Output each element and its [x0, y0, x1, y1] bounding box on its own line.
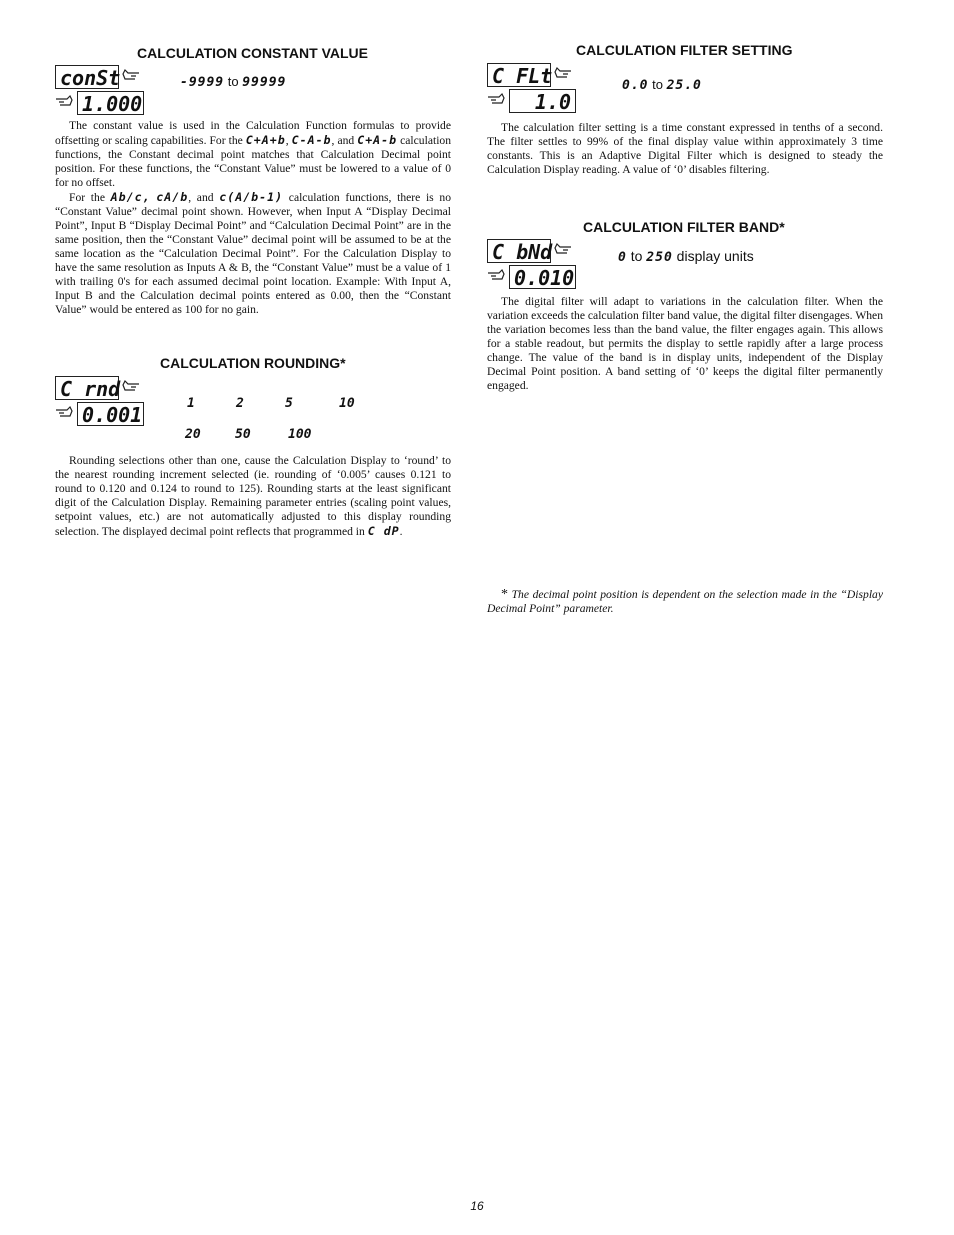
- band-range-max: 250: [646, 250, 673, 265]
- const-p2-text-b: calculation functions, there is no “Constant Value” decimal point shown. However, when Input A “Display Decimal Point”, Input B “Display Decimal Point” and “Calculation Decimal Point” are in the same position, then the “Constant Value” decimal point will be assumed to be at the same location as the “Calculation Decimal Point”. For the Calculation Display to have the same resolution as Inputs A & B, the “Constant Value” must be a value of 1 with trailing 0's for each assumed decimal point location. Example: With Input A, Input B and the Calculation decimal points entered as 0.00, then the “Constant Value” would be entered as 100 for no gain.: [55, 191, 451, 316]
- round-option: 10: [339, 396, 355, 411]
- round-heading: CALCULATION ROUNDING*: [160, 355, 346, 371]
- round-option: 5: [285, 396, 293, 411]
- const-display-bottom: 1.000: [77, 91, 144, 115]
- const-range-min: -9999: [180, 75, 225, 90]
- pointing-hand-left-icon: [122, 378, 140, 396]
- band-range: [618, 248, 754, 265]
- band-range-min: 0: [618, 250, 627, 265]
- filter-description: [487, 121, 883, 177]
- filter-display-bottom: 1.0: [509, 89, 576, 113]
- round-option: 2: [236, 396, 244, 411]
- func-code: C-A-b: [291, 133, 332, 147]
- func-code: C dP: [367, 524, 400, 538]
- filter-range-max: 25.0: [666, 78, 702, 93]
- const-paragraph-2: [55, 190, 451, 317]
- round-option: 20: [185, 427, 201, 442]
- band-description: [487, 295, 883, 393]
- filter-range-to: to: [652, 77, 663, 92]
- pointing-hand-left-icon: [122, 67, 140, 85]
- band-display-top: C bNd: [487, 239, 551, 263]
- separator: , and: [331, 134, 358, 147]
- page-number: 16: [470, 1199, 484, 1213]
- pointing-hand-right-icon: [487, 91, 505, 109]
- const-range-max: 99999: [242, 75, 287, 90]
- round-paragraph-1: [55, 454, 451, 539]
- const-p1-text-a: The constant value is used in the Calculation Function formulas to provide offsetting or scaling capabilities. For the: [55, 119, 451, 147]
- filter-range: [622, 77, 702, 93]
- round-display-bottom: 0.001: [77, 402, 144, 426]
- band-range-units: display units: [676, 248, 754, 264]
- band-paragraph-1: The digital filter will adapt to variations in the calculation filter. When the variation exceeds the calculation filter band value, the digital filter disengages. When the variation becomes less than the band value, the filter engages again. This allows for a stable readout, but permits the display to settle rapidly after a large process change. The value of the band is in display units, independent of the Display Decimal Point position. A band setting of ‘0’ keeps the digital filter permanently engaged.: [487, 295, 883, 392]
- round-display-top: C rnd: [55, 376, 119, 400]
- footnote: [487, 588, 883, 616]
- const-range: [180, 74, 286, 90]
- func-code: Ab/c,: [110, 190, 151, 204]
- footnote-star: *: [501, 587, 508, 602]
- filter-heading: CALCULATION FILTER SETTING: [576, 42, 793, 58]
- func-code: c(A/b-1): [219, 190, 284, 204]
- const-paragraph-1: [55, 119, 451, 190]
- pointing-hand-left-icon: [554, 65, 572, 83]
- func-code: cA/b: [156, 190, 189, 204]
- round-description: [55, 454, 451, 539]
- round-option: 100: [288, 427, 312, 442]
- const-display-top: conSt: [55, 65, 119, 89]
- round-p1-text-b: .: [399, 525, 403, 538]
- filter-paragraph-1: The calculation filter setting is a time constant expressed in tenths of a second. The filter settles to 99% of the final display value within approximately 3 time constants. This is an Adaptive Digital Filter which is designed to steady the Calculation Display reading. A value of ‘0’ disables filtering.: [487, 121, 883, 176]
- const-p1-text-b: calculation functions, the Constant decimal point matches that Calculation Decimal point position. For these functions, the “Constant Value” must be lowered to a value of 0 for no offset.: [55, 134, 452, 189]
- filter-range-min: 0.0: [622, 78, 649, 93]
- round-option: 50: [235, 427, 251, 442]
- round-option: 1: [187, 396, 195, 411]
- func-code: C+A+b: [245, 133, 286, 147]
- const-range-to: to: [227, 74, 239, 89]
- band-display-bottom: 0.010: [509, 265, 576, 289]
- const-heading: CALCULATION CONSTANT VALUE: [137, 45, 368, 61]
- pointing-hand-right-icon: [55, 404, 73, 422]
- filter-display-top: C FLt: [487, 63, 551, 87]
- band-range-to: to: [630, 248, 643, 264]
- const-description: [55, 119, 451, 317]
- pointing-hand-right-icon: [487, 267, 505, 285]
- pointing-hand-right-icon: [55, 93, 73, 111]
- separator: , and: [188, 191, 220, 204]
- const-p2-text-a: For the: [69, 191, 111, 204]
- band-heading: CALCULATION FILTER BAND*: [583, 219, 785, 235]
- round-p1-text-a: Rounding selections other than one, cause the Calculation Display to ‘round’ to the nearest rounding increment selected (ie. rounding of ‘0.005’ causes 0.121 to round to 0.120 and 0.124 to round to 125). Rounding starts at the least significant digit of the Calculation Display. Remaining parameter entries (scaling point values, setpoint values, etc.) are not automatically adjusted to this display rounding selection. The displayed decimal point reflects that programmed in: [55, 454, 451, 538]
- pointing-hand-left-icon: [554, 241, 572, 259]
- separator: ,: [285, 134, 292, 147]
- func-code: C+A-b: [357, 133, 398, 147]
- footnote-text: The decimal point position is dependent on the selection made in the “Display Decimal Point” parameter.: [487, 588, 884, 615]
